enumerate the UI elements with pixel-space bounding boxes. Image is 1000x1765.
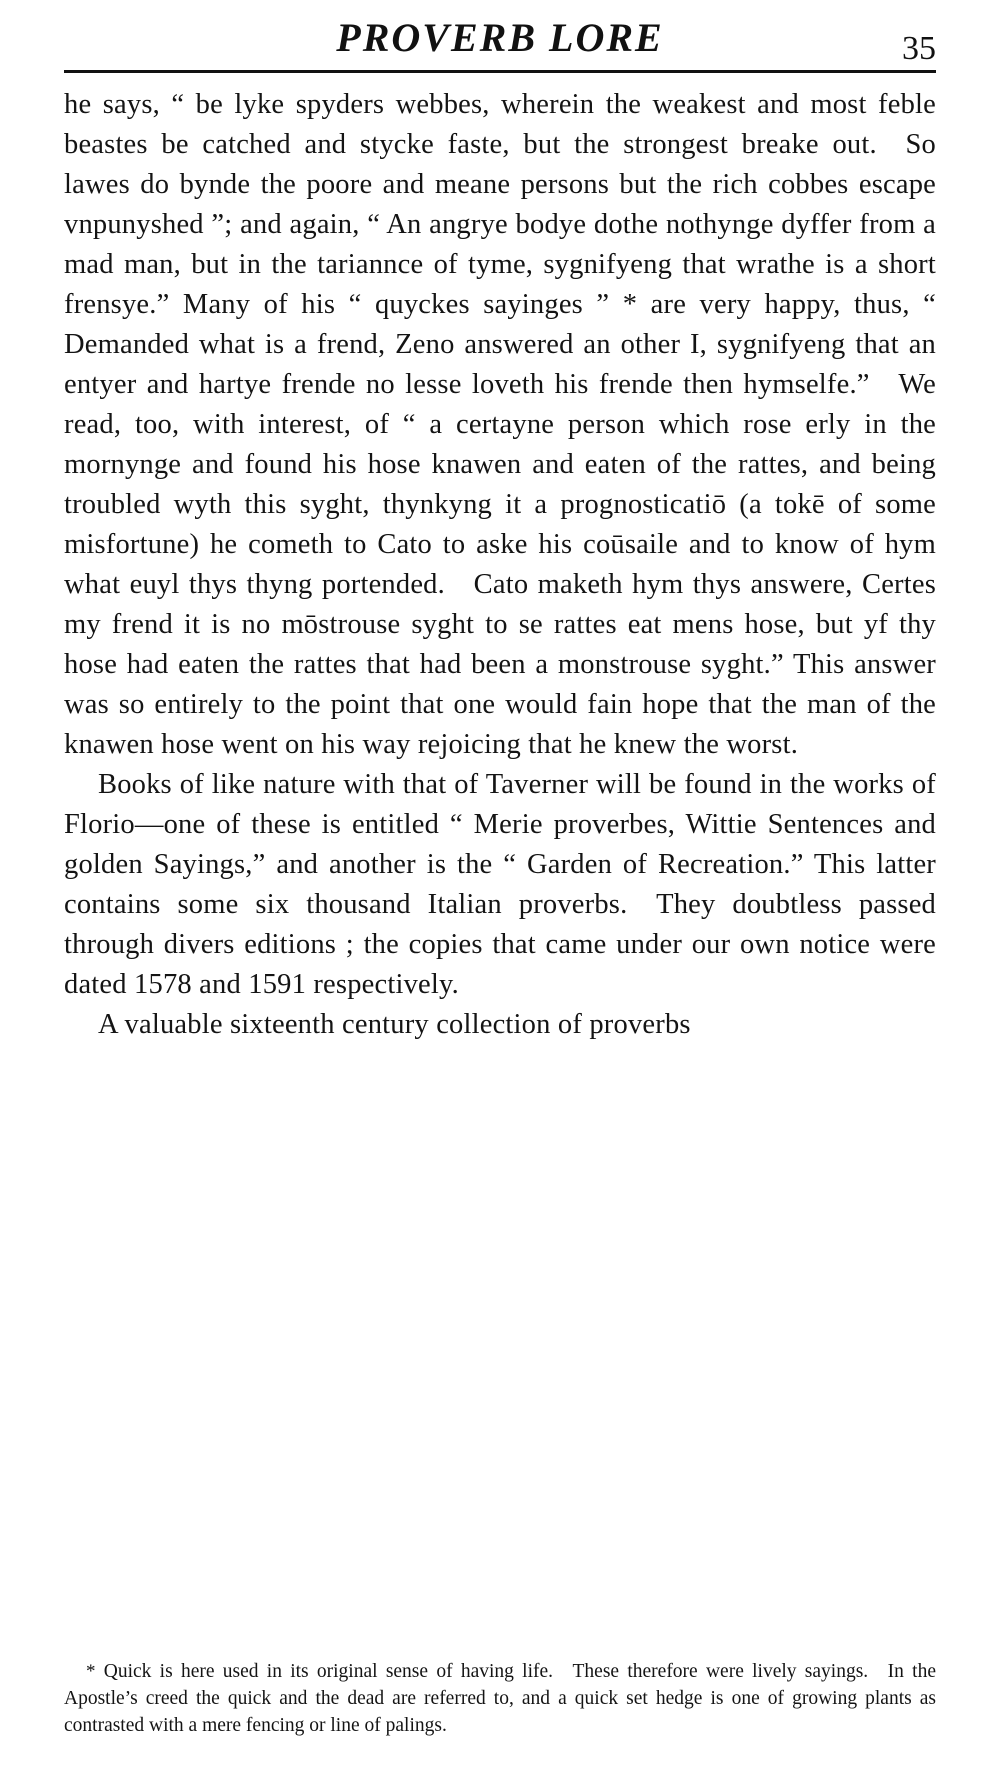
header-rule [64,70,936,73]
footnote [64,1658,936,1739]
paragraph-3: A valuable sixteenth century collection of proverbs [98,1009,691,1040]
page-body [64,85,936,1045]
running-title: PROVERB LORE [336,15,664,60]
footnote-marker: * [86,1661,96,1682]
footnote-text [64,1658,936,1739]
footnote-area [64,1658,936,1739]
page-number: 35 [902,30,936,67]
paragraph-1: he says, “ be lyke spyders webbes, wherein the weakest and most feble beastes be catched and stycke faste, but the strongest breake out. So lawes do bynde the poore and meane persons but the rich cobbes escape vnpunyshed ”; and again, “ An angrye bodye dothe nothynge dyffer from a mad man, but in the tariannce of tyme, sygnifyeng that wrathe is a short frensye.” Many of his “ quyckes sayinges ” * are very happy, thus, “ Demanded what is a frend, Zeno answered an other I, sygnifyeng that an entyer and hartye frende no lesse loveth his frende then hymselfe.” We read, too, with interest, of “ a certayne person which rose erly in the mornynge and found his hose knawen and eaten of the rattes, and being troubled wyth this syght, thynkyng it a prognosticatiō (a tokē of some misfortune) he cometh to Cato to aske his coūsaile and to know of hym what euyl thys thyng portended. Cato maketh hym thys answere, Certes my frend it is no mōstrouse syght to se rattes eat mens hose, but yf thy hose had eaten the rattes that had been a monstrouse syght.” This answer was so entirely to the point that one would fain hope that the man of the knawen hose went on his way rejoicing that he knew the worst. [64,89,936,760]
paragraph-2: Books of like nature with that of Taverner will be found in the works of Florio—one of these is entitled “ Merie proverbes, Wittie Sentences and golden Sayings,” and another is the “ Garden of Recreation.” This latter contains some six thousand Italian proverbs. They doubtless passed through divers editions ; the copies that came under our own notice were dated 1578 and 1591 respectively. [64,769,936,1000]
footnote-body: Quick is here used in its original sense of having life. These therefore were lively sayings. In the Apostle’s creed the quick and the dead are referred to, and a quick set hedge is one of growing plants as contrasted with a mere fencing or line of palings. [64,1661,936,1736]
page-header [64,14,936,70]
